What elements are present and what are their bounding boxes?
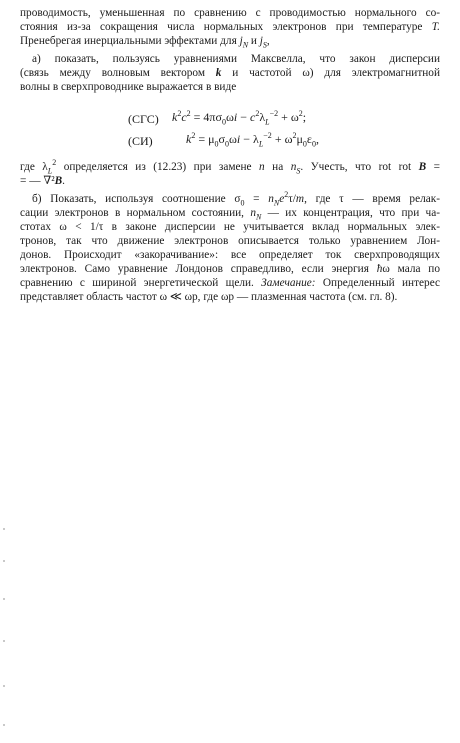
text-line-14: электронов. Само уравнение Лондонов справедливо, если энергия ħω мала по bbox=[20, 263, 440, 275]
equation-si: $k^2 = \mu_0\sigma_0\omega i - \lambda_L^{-2} + \omega^2\mu_0\varepsilon_0$, bbox=[186, 131, 319, 149]
scan-speck bbox=[3, 528, 5, 530]
text-line-15: сравнению с шириной энергетической щели. Замечание: Определенный интерес bbox=[20, 277, 441, 289]
text-line-2: стояния из-за сокращения числа нормальных электронов при температуре T. bbox=[20, 21, 440, 33]
scan-speck bbox=[3, 560, 5, 562]
text-line-10: сации электронов в нормальном состоянии, $n_N$ — их концентрация, что при ча- bbox=[20, 207, 441, 222]
text-line-12: тронов, так что движение электронов описывается только уравнением Лон- bbox=[20, 235, 440, 247]
scan-speck bbox=[3, 640, 5, 642]
text-line-3: Пренебрегая инерциальными эффектами для $j_N$ и $j_S$, bbox=[20, 35, 270, 50]
text-line-1: проводимость, уменьшенная по сравнению с проводимостью нормального со- bbox=[20, 7, 440, 19]
text-line-13: донов. Происходит «закорачивание»: все определяет ток сверхпроводящих bbox=[20, 249, 440, 261]
text-line-7: где $\lambda_L^2$ определяется из (12.23) при замене n на $n_S$. Учесть, что rot rot B = bbox=[20, 158, 441, 176]
equation-label-cgs: (СГС) bbox=[128, 112, 159, 126]
text-line-5: (связь между волновым вектором k и частотой ω) для электромагнитной bbox=[20, 67, 440, 79]
text-line-9: б) Показать, используя соотношение $\sigma_0 = n_Ne^2\tau/m$, где τ — время релак- bbox=[32, 190, 440, 208]
text-line-8: = — ∇²B. bbox=[20, 175, 65, 187]
scan-speck bbox=[3, 685, 5, 687]
text-line-11: стотах ω < 1/τ в законе дисперсии не учитывается вклад нормальных элек- bbox=[20, 221, 440, 233]
text-line-6: волны в сверхпроводнике выражается в виде bbox=[20, 81, 237, 93]
equation-label-si: (СИ) bbox=[128, 134, 153, 148]
text-line-4: а) показать, пользуясь уравнениями Максвелла, что закон дисперсии bbox=[32, 53, 440, 65]
scan-speck bbox=[3, 724, 5, 726]
scan-speck bbox=[3, 598, 5, 600]
equation-cgs: $k^2c^2 = 4\pi\sigma_0\omega i - c^2\lambda_L^{-2} + \omega^2$; bbox=[172, 109, 307, 127]
text-line-16: представляет область частот ω ≪ ωp, где ωp — плазменная частота (см. гл. 8). bbox=[20, 291, 398, 303]
